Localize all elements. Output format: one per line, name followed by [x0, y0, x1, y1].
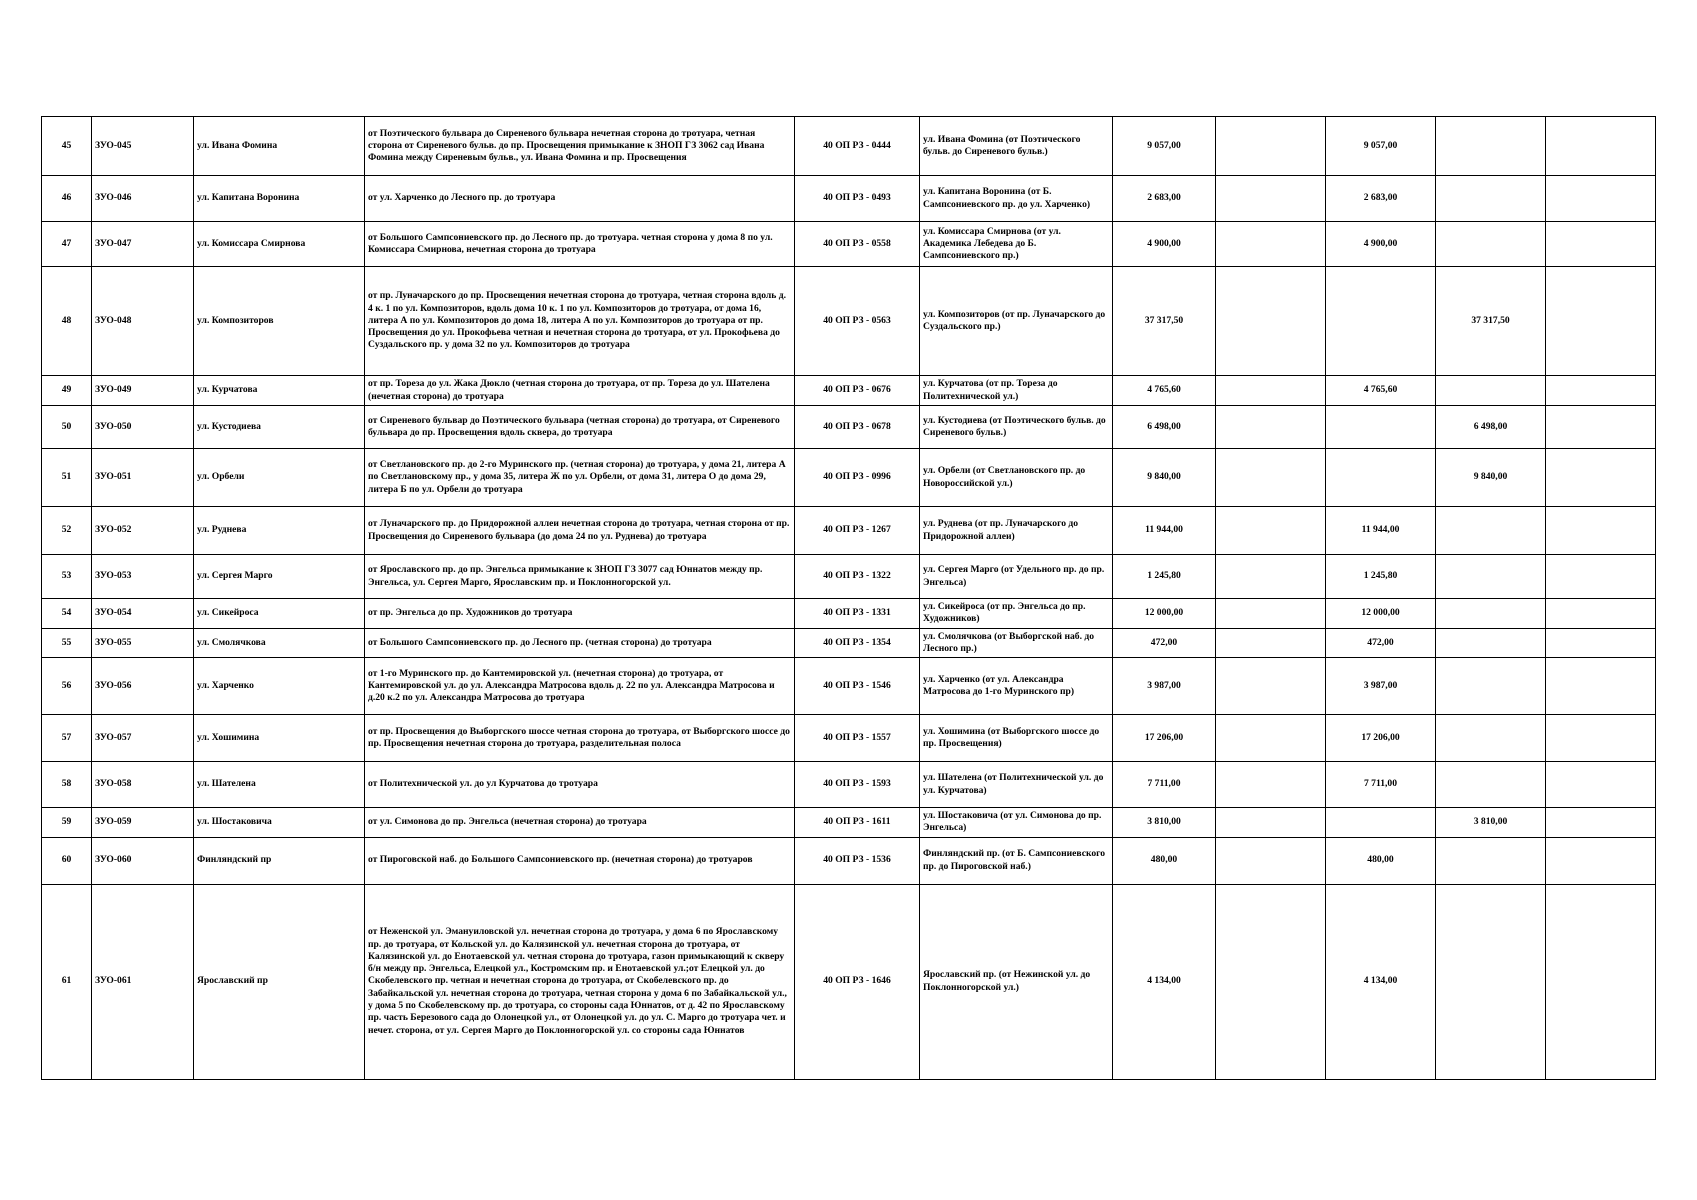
table-row	[42, 599, 1656, 629]
road-name-cell: Ярославский пр. (от Нежинской ул. до Поклонногорской ул.)	[920, 884, 1113, 1079]
area-column-4-cell	[1436, 715, 1546, 762]
road-name-cell: ул. Сикейроса (от пр. Энгельса до пр. Художников)	[920, 599, 1113, 629]
street-name-cell: Финляндский пр	[194, 837, 365, 884]
area-column-4-cell: 37 317,50	[1436, 267, 1546, 376]
registry-number-cell: 40 ОП РЗ - 1593	[795, 762, 920, 808]
area-column-3-cell: 3 987,00	[1326, 658, 1436, 715]
boundaries-description-cell: от Ярославского пр. до пр. Энгельса примыкание к ЗНОП ГЗ 3077 сад Юннатов между пр. Энгельса, ул. Сергея Марго, Ярославским пр. и Поклонногорской ул.	[365, 555, 795, 599]
object-code-cell: ЗУО-057	[92, 715, 194, 762]
boundaries-description-cell: от Неженской ул. Эмануиловской ул. нечетная сторона до тротуара, у дома 6 по Ярославскому пр. до тротуара, от Кольской ул. до Калязинской ул. нечетная сторона до тротуара, от Калязинской ул. до Енотаевской ул. четная сторона до тротуара, газон примыкающий к скверу б/н между пр. Энгельса, Елецкой ул., Костромским пр. и Енотаевской ул.;от Елецкой ул. до Скобелевского пр. четная и нечетная сторона до тротуара, от Скобелевского пр. до Забайкальской ул. нечетная сторона до тротуара, четная сторона у дома 6 по Забайкальской ул., у дома 5 по Скобелевскому пр. до тротуара, со стороны сада Юннатов, от д. 42 по Ярославскому пр. часть Березового сада до Олонецкой ул., от Олонецкой ул. до ул. С. Марго до тротуара чет. и нечет. сторона, от ул. Сергея Марго до Поклонногорской ул. со стороны сада Юннатов	[365, 884, 795, 1079]
street-name-cell: ул. Курчатова	[194, 376, 365, 406]
area-column-4-cell	[1436, 507, 1546, 555]
boundaries-description-cell: от Пироговской наб. до Большого Сампсониевского пр. (нечетная сторона) до тротуаров	[365, 837, 795, 884]
area-column-5-cell	[1546, 555, 1656, 599]
registry-number-cell: 40 ОП РЗ - 0563	[795, 267, 920, 376]
row-number-cell: 45	[42, 117, 92, 176]
area-column-2-cell	[1216, 658, 1326, 715]
boundaries-description-cell: от Политехнической ул. до ул Курчатова до тротуара	[365, 762, 795, 808]
object-code-cell: ЗУО-048	[92, 267, 194, 376]
boundaries-description-cell: от Большого Сампсониевского пр. до Лесного пр. (четная сторона) до тротуара	[365, 628, 795, 658]
object-code-cell: ЗУО-054	[92, 599, 194, 629]
area-column-3-cell: 7 711,00	[1326, 762, 1436, 808]
row-number-cell: 51	[42, 449, 92, 507]
table-row	[42, 267, 1656, 376]
boundaries-description-cell: от ул. Харченко до Лесного пр. до тротуара	[365, 176, 795, 222]
road-name-cell: ул. Хошимина (от Выборгского шоссе до пр. Просвещения)	[920, 715, 1113, 762]
street-name-cell: ул. Кустодиева	[194, 406, 365, 449]
row-number-cell: 47	[42, 222, 92, 267]
object-code-cell: ЗУО-053	[92, 555, 194, 599]
area-column-3-cell: 12 000,00	[1326, 599, 1436, 629]
area-column-3-cell: 472,00	[1326, 628, 1436, 658]
road-name-cell: ул. Шостаковича (от ул. Симонова до пр. Энгельса)	[920, 808, 1113, 838]
total-area-cell: 37 317,50	[1113, 267, 1216, 376]
table-row	[42, 555, 1656, 599]
area-column-5-cell	[1546, 176, 1656, 222]
object-code-cell: ЗУО-045	[92, 117, 194, 176]
total-area-cell: 4 900,00	[1113, 222, 1216, 267]
area-column-5-cell	[1546, 658, 1656, 715]
area-column-3-cell: 480,00	[1326, 837, 1436, 884]
area-column-2-cell	[1216, 715, 1326, 762]
row-number-cell: 61	[42, 884, 92, 1079]
street-name-cell: Ярославский пр	[194, 884, 365, 1079]
row-number-cell: 54	[42, 599, 92, 629]
area-column-3-cell: 9 057,00	[1326, 117, 1436, 176]
area-column-4-cell	[1436, 762, 1546, 808]
registry-number-cell: 40 ОП РЗ - 0493	[795, 176, 920, 222]
area-column-3-cell: 1 245,80	[1326, 555, 1436, 599]
road-name-cell: ул. Комиссара Смирнова (от ул. Академика Лебедева до Б. Сампсониевского пр.)	[920, 222, 1113, 267]
object-code-cell: ЗУО-061	[92, 884, 194, 1079]
street-name-cell: ул. Шостаковича	[194, 808, 365, 838]
road-name-cell: Финляндский пр. (от Б. Сампсониевского пр. до Пироговской наб.)	[920, 837, 1113, 884]
area-column-4-cell	[1436, 837, 1546, 884]
road-name-cell: ул. Шателена (от Политехнической ул. до ул. Курчатова)	[920, 762, 1113, 808]
total-area-cell: 472,00	[1113, 628, 1216, 658]
area-column-5-cell	[1546, 376, 1656, 406]
area-column-2-cell	[1216, 837, 1326, 884]
area-column-4-cell: 6 498,00	[1436, 406, 1546, 449]
area-column-2-cell	[1216, 267, 1326, 376]
registry-number-cell: 40 ОП РЗ - 1322	[795, 555, 920, 599]
object-code-cell: ЗУО-059	[92, 808, 194, 838]
registry-number-cell: 40 ОП РЗ - 0678	[795, 406, 920, 449]
boundaries-description-cell: от пр. Просвещения до Выборгского шоссе четная сторона до тротуара, от Выборгского шоссе до пр. Просвещения нечетная сторона до тротуара, разделительная полоса	[365, 715, 795, 762]
boundaries-description-cell: от Поэтического бульвара до Сиреневого бульвара нечетная сторона до тротуара, четная сторона от Сиреневого бульв. до пр. Просвещения примыкание к ЗНОП ГЗ 3062 сад Ивана Фомина между Сиреневым бульв., ул. Ивана Фомина и пр. Просвещения	[365, 117, 795, 176]
row-number-cell: 46	[42, 176, 92, 222]
registry-number-cell: 40 ОП РЗ - 1546	[795, 658, 920, 715]
road-name-cell: ул. Композиторов (от пр. Луначарского до Суздальского пр.)	[920, 267, 1113, 376]
area-column-5-cell	[1546, 715, 1656, 762]
area-column-2-cell	[1216, 176, 1326, 222]
boundaries-description-cell: от Светлановского пр. до 2-го Муринского пр. (четная сторона) до тротуара, у дома 21, литера А по Светлановскому пр., у дома 35, литера Ж по ул. Орбели, от дома 31, литера О до дома 29, литера Б по ул. Орбели до тротуара	[365, 449, 795, 507]
area-column-2-cell	[1216, 449, 1326, 507]
registry-number-cell: 40 ОП РЗ - 0676	[795, 376, 920, 406]
road-name-cell: ул. Смолячкова (от Выборгской наб. до Лесного пр.)	[920, 628, 1113, 658]
object-code-cell: ЗУО-051	[92, 449, 194, 507]
total-area-cell: 3 810,00	[1113, 808, 1216, 838]
object-code-cell: ЗУО-052	[92, 507, 194, 555]
road-name-cell: ул. Сергея Марго (от Удельного пр. до пр. Энгельса)	[920, 555, 1113, 599]
boundaries-description-cell: от пр. Тореза до ул. Жака Дюкло (четная сторона до тротуара, от пр. Тореза до ул. Шателена (нечетная сторона) до тротуара	[365, 376, 795, 406]
street-name-cell: ул. Орбели	[194, 449, 365, 507]
row-number-cell: 48	[42, 267, 92, 376]
table-row	[42, 658, 1656, 715]
registry-number-cell: 40 ОП РЗ - 1354	[795, 628, 920, 658]
row-number-cell: 58	[42, 762, 92, 808]
registry-number-cell: 40 ОП РЗ - 1267	[795, 507, 920, 555]
area-column-2-cell	[1216, 376, 1326, 406]
table-body	[42, 117, 1656, 1080]
row-number-cell: 57	[42, 715, 92, 762]
registry-number-cell: 40 ОП РЗ - 0444	[795, 117, 920, 176]
area-column-5-cell	[1546, 599, 1656, 629]
boundaries-description-cell: от Сиреневого бульвар до Поэтического бульвара (четная сторона) до тротуара, от Сиреневого бульвара до пр. Просвещения вдоль сквера, до тротуара	[365, 406, 795, 449]
street-name-cell: ул. Смолячкова	[194, 628, 365, 658]
area-column-5-cell	[1546, 222, 1656, 267]
row-number-cell: 52	[42, 507, 92, 555]
boundaries-description-cell: от ул. Симонова до пр. Энгельса (нечетная сторона) до тротуара	[365, 808, 795, 838]
area-column-3-cell: 17 206,00	[1326, 715, 1436, 762]
registry-number-cell: 40 ОП РЗ - 1646	[795, 884, 920, 1079]
registry-number-cell: 40 ОП РЗ - 1611	[795, 808, 920, 838]
area-column-5-cell	[1546, 628, 1656, 658]
row-number-cell: 50	[42, 406, 92, 449]
area-column-3-cell: 4 900,00	[1326, 222, 1436, 267]
road-name-cell: ул. Капитана Воронина (от Б. Сампсониевского пр. до ул. Харченко)	[920, 176, 1113, 222]
table-row	[42, 762, 1656, 808]
row-number-cell: 49	[42, 376, 92, 406]
street-name-cell: ул. Харченко	[194, 658, 365, 715]
area-column-2-cell	[1216, 507, 1326, 555]
table-row	[42, 808, 1656, 838]
street-name-cell: ул. Капитана Воронина	[194, 176, 365, 222]
total-area-cell: 9 840,00	[1113, 449, 1216, 507]
registry-number-cell: 40 ОП РЗ - 1331	[795, 599, 920, 629]
registry-number-cell: 40 ОП РЗ - 1536	[795, 837, 920, 884]
table-row	[42, 837, 1656, 884]
area-column-4-cell	[1436, 117, 1546, 176]
object-code-cell: ЗУО-055	[92, 628, 194, 658]
object-code-cell: ЗУО-046	[92, 176, 194, 222]
street-name-cell: ул. Шателена	[194, 762, 365, 808]
row-number-cell: 59	[42, 808, 92, 838]
area-column-2-cell	[1216, 406, 1326, 449]
area-column-2-cell	[1216, 762, 1326, 808]
boundaries-description-cell: от Луначарского пр. до Придорожной аллеи нечетная сторона до тротуара, четная сторона от пр. Просвещения до Сиреневого бульвара (до дома 24 по ул. Руднева) до тротуара	[365, 507, 795, 555]
area-column-3-cell	[1326, 267, 1436, 376]
row-number-cell: 60	[42, 837, 92, 884]
boundaries-description-cell: от 1-го Муринского пр. до Кантемировской ул. (нечетная сторона) до тротуара, от Кантемировской ул. до ул. Александра Матросова вдоль д. 22 по ул. Александра Матросова и д.20 к.2 по ул. Александра Матросова до тротуара	[365, 658, 795, 715]
street-name-cell: ул. Сергея Марго	[194, 555, 365, 599]
object-code-cell: ЗУО-058	[92, 762, 194, 808]
total-area-cell: 4 134,00	[1113, 884, 1216, 1079]
boundaries-description-cell: от пр. Луначарского до пр. Просвещения нечетная сторона до тротуара, четная сторона вдоль д. 4 к. 1 по ул. Композиторов, вдоль дома 10 к. 1 по ул. Композиторов до тротуара, от дома 16, литера А по ул. Композиторов до дома 18, литера А по ул. Композиторов до тротуара от пр. Просвещения до ул. Прокофьева четная и нечетная сторона до тротуара, от ул. Прокофьева до Суздальского пр. у дома 32 по ул. Композиторов до тротуара	[365, 267, 795, 376]
registry-number-cell: 40 ОП РЗ - 0558	[795, 222, 920, 267]
area-column-4-cell: 3 810,00	[1436, 808, 1546, 838]
object-code-cell: ЗУО-049	[92, 376, 194, 406]
street-name-cell: ул. Ивана Фомина	[194, 117, 365, 176]
boundaries-description-cell: от пр. Энгельса до пр. Художников до тротуара	[365, 599, 795, 629]
area-column-5-cell	[1546, 837, 1656, 884]
object-code-cell: ЗУО-056	[92, 658, 194, 715]
object-code-cell: ЗУО-050	[92, 406, 194, 449]
total-area-cell: 9 057,00	[1113, 117, 1216, 176]
street-cleaning-table	[41, 116, 1656, 1080]
area-column-2-cell	[1216, 599, 1326, 629]
road-name-cell: ул. Орбели (от Светлановского пр. до Новороссийской ул.)	[920, 449, 1113, 507]
row-number-cell: 53	[42, 555, 92, 599]
table-row	[42, 406, 1656, 449]
area-column-5-cell	[1546, 449, 1656, 507]
total-area-cell: 3 987,00	[1113, 658, 1216, 715]
total-area-cell: 12 000,00	[1113, 599, 1216, 629]
total-area-cell: 1 245,80	[1113, 555, 1216, 599]
area-column-4-cell	[1436, 555, 1546, 599]
street-name-cell: ул. Комиссара Смирнова	[194, 222, 365, 267]
registry-number-cell: 40 ОП РЗ - 0996	[795, 449, 920, 507]
total-area-cell: 11 944,00	[1113, 507, 1216, 555]
area-column-5-cell	[1546, 884, 1656, 1079]
area-column-2-cell	[1216, 808, 1326, 838]
area-column-3-cell: 2 683,00	[1326, 176, 1436, 222]
registry-number-cell: 40 ОП РЗ - 1557	[795, 715, 920, 762]
area-column-4-cell	[1436, 884, 1546, 1079]
total-area-cell: 480,00	[1113, 837, 1216, 884]
area-column-2-cell	[1216, 555, 1326, 599]
area-column-4-cell	[1436, 222, 1546, 267]
table-row	[42, 117, 1656, 176]
area-column-4-cell: 9 840,00	[1436, 449, 1546, 507]
area-column-5-cell	[1546, 117, 1656, 176]
area-column-4-cell	[1436, 658, 1546, 715]
road-name-cell: ул. Харченко (от ул. Александра Матросова до 1-го Муринского пр)	[920, 658, 1113, 715]
row-number-cell: 55	[42, 628, 92, 658]
total-area-cell: 6 498,00	[1113, 406, 1216, 449]
street-name-cell: ул. Композиторов	[194, 267, 365, 376]
road-name-cell: ул. Руднева (от пр. Луначарского до Придорожной аллеи)	[920, 507, 1113, 555]
table-row	[42, 222, 1656, 267]
street-name-cell: ул. Хошимина	[194, 715, 365, 762]
road-name-cell: ул. Ивана Фомина (от Поэтического бульв. до Сиреневого бульв.)	[920, 117, 1113, 176]
area-column-5-cell	[1546, 762, 1656, 808]
area-column-3-cell: 4 134,00	[1326, 884, 1436, 1079]
total-area-cell: 7 711,00	[1113, 762, 1216, 808]
area-column-2-cell	[1216, 884, 1326, 1079]
area-column-4-cell	[1436, 376, 1546, 406]
area-column-5-cell	[1546, 808, 1656, 838]
area-column-3-cell	[1326, 406, 1436, 449]
table-row	[42, 628, 1656, 658]
area-column-3-cell: 11 944,00	[1326, 507, 1436, 555]
total-area-cell: 2 683,00	[1113, 176, 1216, 222]
area-column-2-cell	[1216, 628, 1326, 658]
object-code-cell: ЗУО-047	[92, 222, 194, 267]
area-column-4-cell	[1436, 176, 1546, 222]
table-row	[42, 176, 1656, 222]
area-column-2-cell	[1216, 117, 1326, 176]
total-area-cell: 17 206,00	[1113, 715, 1216, 762]
road-name-cell: ул. Кустодиева (от Поэтического бульв. до Сиреневого бульв.)	[920, 406, 1113, 449]
total-area-cell: 4 765,60	[1113, 376, 1216, 406]
area-column-4-cell	[1436, 628, 1546, 658]
area-column-4-cell	[1436, 599, 1546, 629]
row-number-cell: 56	[42, 658, 92, 715]
table-row	[42, 715, 1656, 762]
area-column-3-cell: 4 765,60	[1326, 376, 1436, 406]
object-code-cell: ЗУО-060	[92, 837, 194, 884]
area-column-5-cell	[1546, 267, 1656, 376]
area-column-3-cell	[1326, 449, 1436, 507]
area-column-5-cell	[1546, 507, 1656, 555]
table-row	[42, 884, 1656, 1079]
street-name-cell: ул. Сикейроса	[194, 599, 365, 629]
table-row	[42, 449, 1656, 507]
boundaries-description-cell: от Большого Сампсониевского пр. до Лесного пр. до тротуара. четная сторона у дома 8 по ул. Комиссара Смирнова, нечетная сторона до тротуара	[365, 222, 795, 267]
area-column-5-cell	[1546, 406, 1656, 449]
street-name-cell: ул. Руднева	[194, 507, 365, 555]
table-row	[42, 376, 1656, 406]
road-name-cell: ул. Курчатова (от пр. Тореза до Политехнической ул.)	[920, 376, 1113, 406]
area-column-3-cell	[1326, 808, 1436, 838]
area-column-2-cell	[1216, 222, 1326, 267]
table-row	[42, 507, 1656, 555]
